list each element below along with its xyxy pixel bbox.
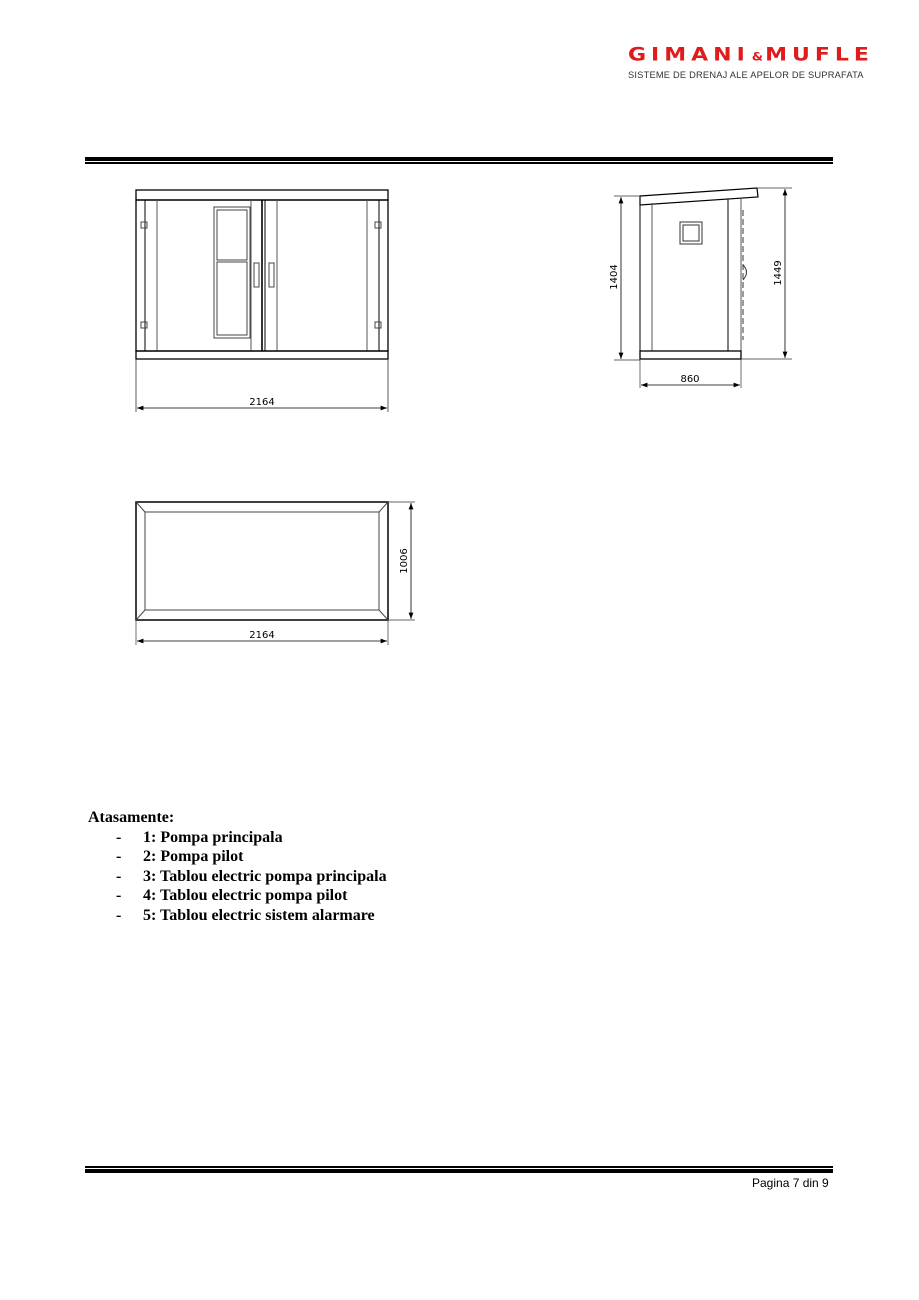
- front-width-dimension: 2164: [249, 397, 275, 408]
- logo-subtitle: SISTEME DE DRENAJ ALE APELOR DE SUPRAFATA: [628, 70, 864, 80]
- attachments-section: [88, 808, 387, 926]
- top-depth-dimension: 1006: [399, 548, 410, 574]
- attachments-title: Atasamente:: [88, 809, 175, 826]
- list-item: - 3: Tablou electric pompa principala: [116, 867, 387, 885]
- side-depth-dimension: 860: [680, 374, 700, 385]
- header-rule: [85, 157, 833, 165]
- side-view-drawing: [600, 180, 800, 390]
- logo-ampersand: &: [751, 51, 764, 64]
- front-view-drawing: [125, 180, 405, 420]
- side-left-height-dimension: 1404: [609, 264, 620, 290]
- side-right-height-dimension: 1449: [773, 260, 784, 286]
- company-logo: [628, 46, 890, 80]
- logo-text-mufle: MUFLE: [765, 44, 874, 66]
- top-view-drawing: [125, 490, 425, 650]
- footer-rule: [85, 1166, 833, 1174]
- top-width-dimension: 2164: [249, 630, 275, 641]
- page-number: Pagina 7 din 9: [752, 1176, 829, 1190]
- list-item: - 2: Pompa pilot: [116, 848, 244, 866]
- list-item: - 4: Tablou electric pompa pilot: [116, 887, 348, 905]
- list-item: - 1: Pompa principala: [116, 828, 283, 846]
- logo-text-gimani: GIMANI: [628, 44, 750, 66]
- attachments-list: [88, 828, 387, 926]
- logo-wordmark: [628, 46, 890, 67]
- list-item: - 5: Tablou electric sistem alarmare: [116, 906, 375, 924]
